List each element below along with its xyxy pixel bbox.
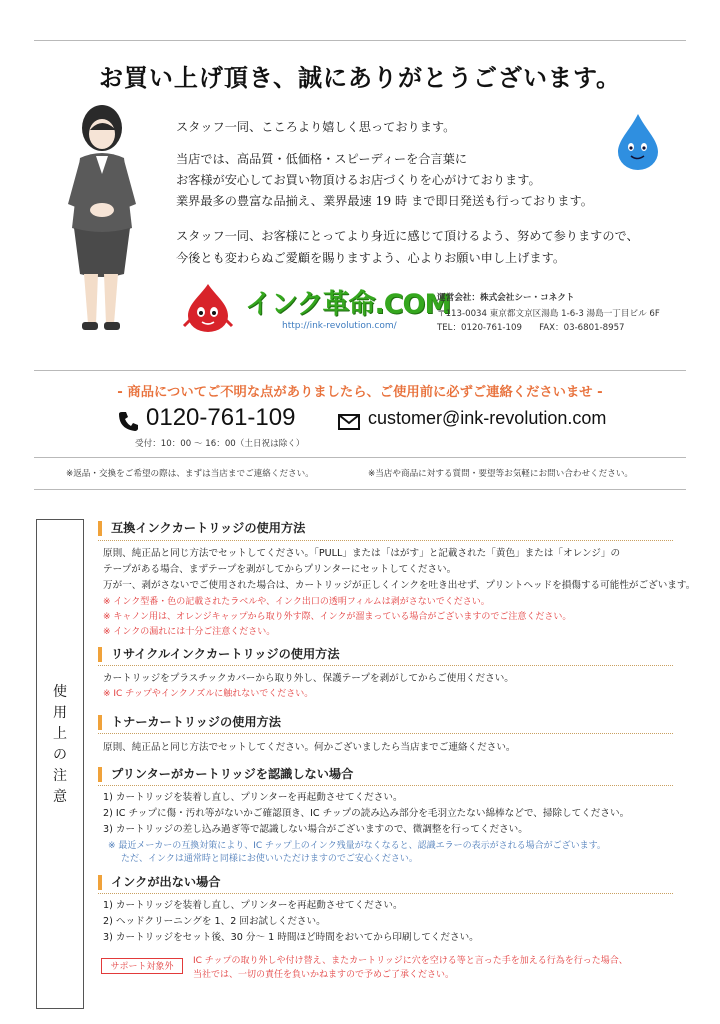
intro-line: お客様が安心してお買い物頂けるお店づくりを心がけております。 — [176, 173, 541, 187]
section-text: テープがある場合、まずテープを剥がしてからプリンターにセットしてください。 — [103, 564, 457, 575]
section-divider — [98, 665, 673, 666]
intro-line: 当店では、高品質・低価格・スピーディーを合言葉に — [176, 152, 468, 166]
warning-text: ※ インクの漏れには十分ご注意ください。 — [103, 627, 276, 637]
top-divider — [34, 40, 686, 41]
warning-text: ※ インク型番・色の記載されたラベルや、インク出口の透明フィルムは剥がさないでください。 — [103, 597, 490, 607]
support-text: IC チップの取り外しや付け替え、またカートリッジに穴を空ける等と言った手を加える行為を行った場合、 — [193, 956, 628, 966]
info-note: ※ 最近メーカーの互換対策により、IC チップ上のインク残量がなくなると、認識エラーの表示がされる場合がございます。 — [108, 841, 606, 851]
intro-line: スタッフ一同、こころより嬉しく思っております。 — [176, 120, 456, 134]
support-excluded-tag: サポート対象外 — [101, 958, 183, 974]
section-text: 1) カートリッジを装着し直し、プリンターを再起動させてください。 — [103, 792, 403, 803]
page-title: お買い上げ頂き、誠にありがとうございます。 — [98, 63, 622, 92]
section-text: 2) IC チップに傷・汚れ等がないかご確認頂き、IC チップの読み込み部分を毛羽立たない綿棒などで、掃除してください。 — [103, 808, 630, 819]
section-text: 1) カートリッジを装着し直し、プリンターを再起動させてください。 — [103, 900, 403, 911]
info-note: ただ、インクは通常時と同様にお使いいただけますのでご安心ください。 — [121, 854, 418, 864]
support-text: 当社では、一切の責任を負いかねますので予めご了承ください。 — [193, 970, 455, 980]
red-drop-mascot — [182, 282, 234, 334]
intro-line: 今後とも変わらぬご愛顧を賜りますよう、心よりお願い申し上げます。 — [176, 251, 566, 265]
return-note: ※返品・交換をご希望の際は、まずは当店までご連絡ください。 — [66, 469, 314, 479]
warning-text: ※ キャノン用は、オレンジキャップから取り外す際、インクが溜まっている場合がございますのでご注意ください。 — [103, 612, 572, 622]
water-drop-mascot — [616, 112, 660, 170]
phone-icon — [117, 410, 139, 432]
mail-icon — [338, 414, 360, 430]
reception-hours: 受付：10：00 ～ 16：00（土日祝は除く） — [135, 439, 305, 449]
company-address: 〒113-0034 東京都文京区湯島 1-6-3 湯島一丁目ビル 6F — [437, 309, 660, 319]
phone-number[interactable]: 0120-761-109 — [146, 404, 296, 431]
section-text: カートリッジをプラスチックカバーから取り外し、保護テープを剥がしてからご使用ください。 — [103, 673, 514, 684]
footnote-divider — [34, 457, 686, 458]
section-heading: リサイクルインクカートリッジの使用方法 — [98, 647, 340, 662]
section-heading: インクが出ない場合 — [98, 875, 220, 890]
contact-notice: - 商品についてご不明な点がありましたら、ご使用前に必ずご連絡くださいませ - — [117, 385, 603, 400]
brand-url[interactable]: http://ink-revolution.com/ — [282, 321, 397, 331]
section-text: 原則、純正品と同じ方法でセットしてください。「PULL」または「はがす」と記載された「黄色」または「オレンジ」の — [103, 548, 621, 559]
section-heading: トナーカートリッジの使用方法 — [98, 715, 281, 730]
footnote-divider-bottom — [34, 489, 686, 490]
email-address[interactable]: customer@ink-revolution.com — [368, 408, 607, 428]
staff-illustration — [50, 100, 160, 336]
section-text: 2) ヘッドクリーニングを 1、2 回お試しください。 — [103, 916, 326, 927]
intro-line: 業界最多の豊富な品揃え、業界最速 19 時 まで即日発送も行っております。 — [176, 194, 593, 208]
section-heading: プリンターがカートリッジを認識しない場合 — [98, 767, 353, 782]
section-heading: 互換インクカートリッジの使用方法 — [98, 521, 305, 536]
warning-text: ※ IC チップやインクノズルに触れないでください。 — [103, 689, 314, 699]
usage-notice-label: 使 用 上 の 注 意 — [53, 684, 67, 805]
inquiry-note: ※当店や商品に対する質問・要望等お気軽にお問い合わせください。 — [368, 469, 634, 479]
contact-divider — [34, 370, 686, 371]
section-divider — [98, 893, 673, 894]
section-divider — [98, 733, 673, 734]
section-divider — [98, 540, 673, 541]
section-text: 3) カートリッジをセット後、30 分～ 1 時間ほど時間をおいてから印刷してください。 — [103, 932, 479, 943]
section-text: 原則、純正品と同じ方法でセットしてください。何かございましたら当店までご連絡ください。 — [103, 742, 516, 753]
intro-line: スタッフ一同、お客様にとってより身近に感じて頂けるよう、努めて参りますので、 — [176, 229, 639, 243]
section-divider — [98, 785, 673, 786]
company-name: 運営会社：株式会社シー・コネクト — [437, 293, 575, 303]
brand-logo: インク革命.COM — [245, 289, 451, 320]
section-text: 万が一、剥がさないでご使用された場合は、カートリッジが正しくインクを吐き出せず、プリントヘッドを損傷する可能性がございます。 — [103, 580, 696, 591]
section-text: 3) カートリッジの差し込み過ぎ等で認識しない場合がございますので、微調整を行ってください。 — [103, 824, 528, 835]
company-phone-fax: TEL：0120-761-109 FAX：03-6801-8957 — [437, 323, 625, 333]
